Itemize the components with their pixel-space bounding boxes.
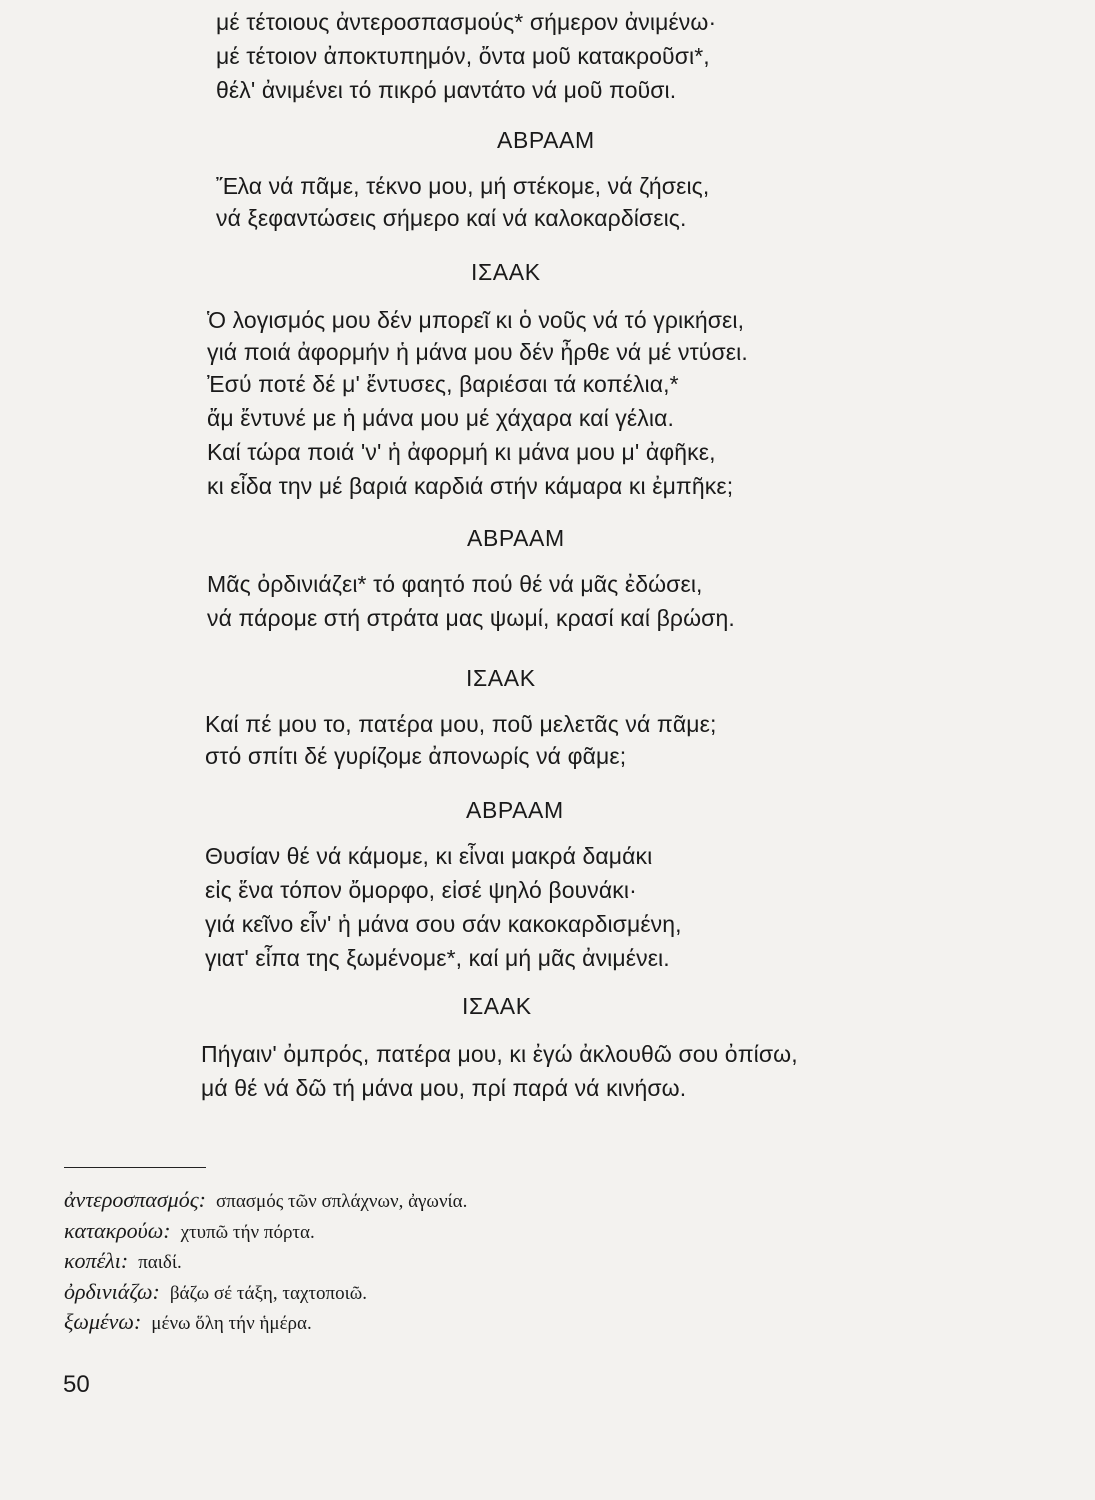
verse-line: κι εἶδα την μέ βαριά καρδιά στήν κάμαρα κι ἐμπῆκε; [207,473,734,499]
verse-line: ἄμ ἔντυνέ με ἡ μάνα μου μέ χάχαρα καί γέλια. [207,405,674,431]
verse-line: μέ τέτοιον ἀποκτυπημόν, ὄντα μοῦ κατακροῦσι*, [216,43,710,69]
verse-line: Ἔλα νά πᾶμε, τέκνο μου, μή στέκομε, νά ζήσεις, [216,173,710,199]
verse-line: Καί τώρα ποιά 'ν' ἡ ἀφορμή κι μάνα μου μ' ἀφῆκε, [207,439,716,465]
speaker-heading: ΙΣΑΑΚ [462,993,532,1019]
footnote-definition: χτυπῶ τήν πόρτα. [180,1222,315,1243]
verse-line: γιατ' εἶπα της ξωμένομε*, καί μή μᾶς ἀνιμένει. [205,945,670,971]
footnote-term: κοπέλι: [64,1248,129,1273]
footnote-term: ὀρδινιάζω: [64,1279,160,1304]
verse-line: Ὁ λογισμός μου δέν μπορεῖ κι ὁ νοῦς νά τό γρικήσει, [207,307,745,333]
footnote [64,1279,367,1307]
footnote [64,1309,312,1337]
footnote-definition: βάζω σέ τάξη, ταχτοποιῶ. [169,1283,367,1304]
verse-line: Μᾶς ὀρδινιάζει* τό φαητό πού θέ νά μᾶς ἐδώσει, [207,571,703,597]
speaker-heading: ΑΒΡΑΑΜ [466,797,564,823]
footnote-definition: σπασμός τῶν σπλάχνων, ἀγωνία. [215,1191,468,1212]
footnote-term: ξωμένω: [64,1309,142,1334]
footnote-term: ἀντεροσπασμός: [64,1187,206,1212]
verse-line: Καί πέ μου το, πατέρα μου, ποῦ μελετᾶς νά πᾶμε; [205,711,717,737]
verse-line: Πήγαιν' ὀμπρός, πατέρα μου, κι ἐγώ ἀκλουθῶ σου ὀπίσω, [201,1041,798,1067]
footnote [64,1248,182,1276]
footnote-definition: μένω ὅλη τήν ἡμέρα. [151,1313,312,1334]
verse-line: θέλ' ἀνιμένει τό πικρό μαντάτο νά μοῦ ποῦσι. [216,77,677,103]
verse-line: νά πάρομε στή στράτα μας ψωμί, κρασί καί βρώση. [207,605,735,631]
footnote [64,1187,467,1215]
footnote-term: κατακρούω: [64,1218,171,1243]
verse-line: Ἐσύ ποτέ δέ μ' ἔντυσες, βαριέσαι τά κοπέλια,* [207,371,679,397]
verse-line: Θυσίαν θέ νά κάμομε, κι εἶναι μακρά δαμάκι [205,843,653,869]
verse-line: γιά ποιά ἀφορμήν ἡ μάνα μου δέν ἦρθε νά μέ ντύσει. [207,339,748,365]
verse-line: μέ τέτοιους ἀντεροσπασμούς* σήμερον ἀνιμένω· [216,9,717,35]
footnote-definition: παιδί. [138,1252,182,1273]
speaker-heading: ΑΒΡΑΑΜ [497,127,595,153]
verse-line: στό σπίτι δέ γυρίζομε ἀπονωρίς νά φᾶμε; [205,743,627,769]
speaker-heading: ΑΒΡΑΑΜ [467,525,565,551]
verse-line: μά θέ νά δῶ τή μάνα μου, πρί παρά νά κινήσω. [201,1075,687,1101]
verse-line: εἰς ἕνα τόπον ὄμορφο, εἰσέ ψηλό βουνάκι· [205,877,637,903]
footnote [64,1218,315,1246]
footnote-divider [64,1167,206,1168]
speaker-heading: ΙΣΑΑΚ [466,665,536,691]
speaker-heading: ΙΣΑΑΚ [471,259,541,285]
page-number: 50 [63,1371,90,1398]
verse-line: νά ξεφαντώσεις σήμερο καί νά καλοκαρδίσεις. [216,205,687,231]
verse-line: γιά κεῖνο εἶν' ἡ μάνα σου σάν κακοκαρδισμένη, [205,911,682,937]
